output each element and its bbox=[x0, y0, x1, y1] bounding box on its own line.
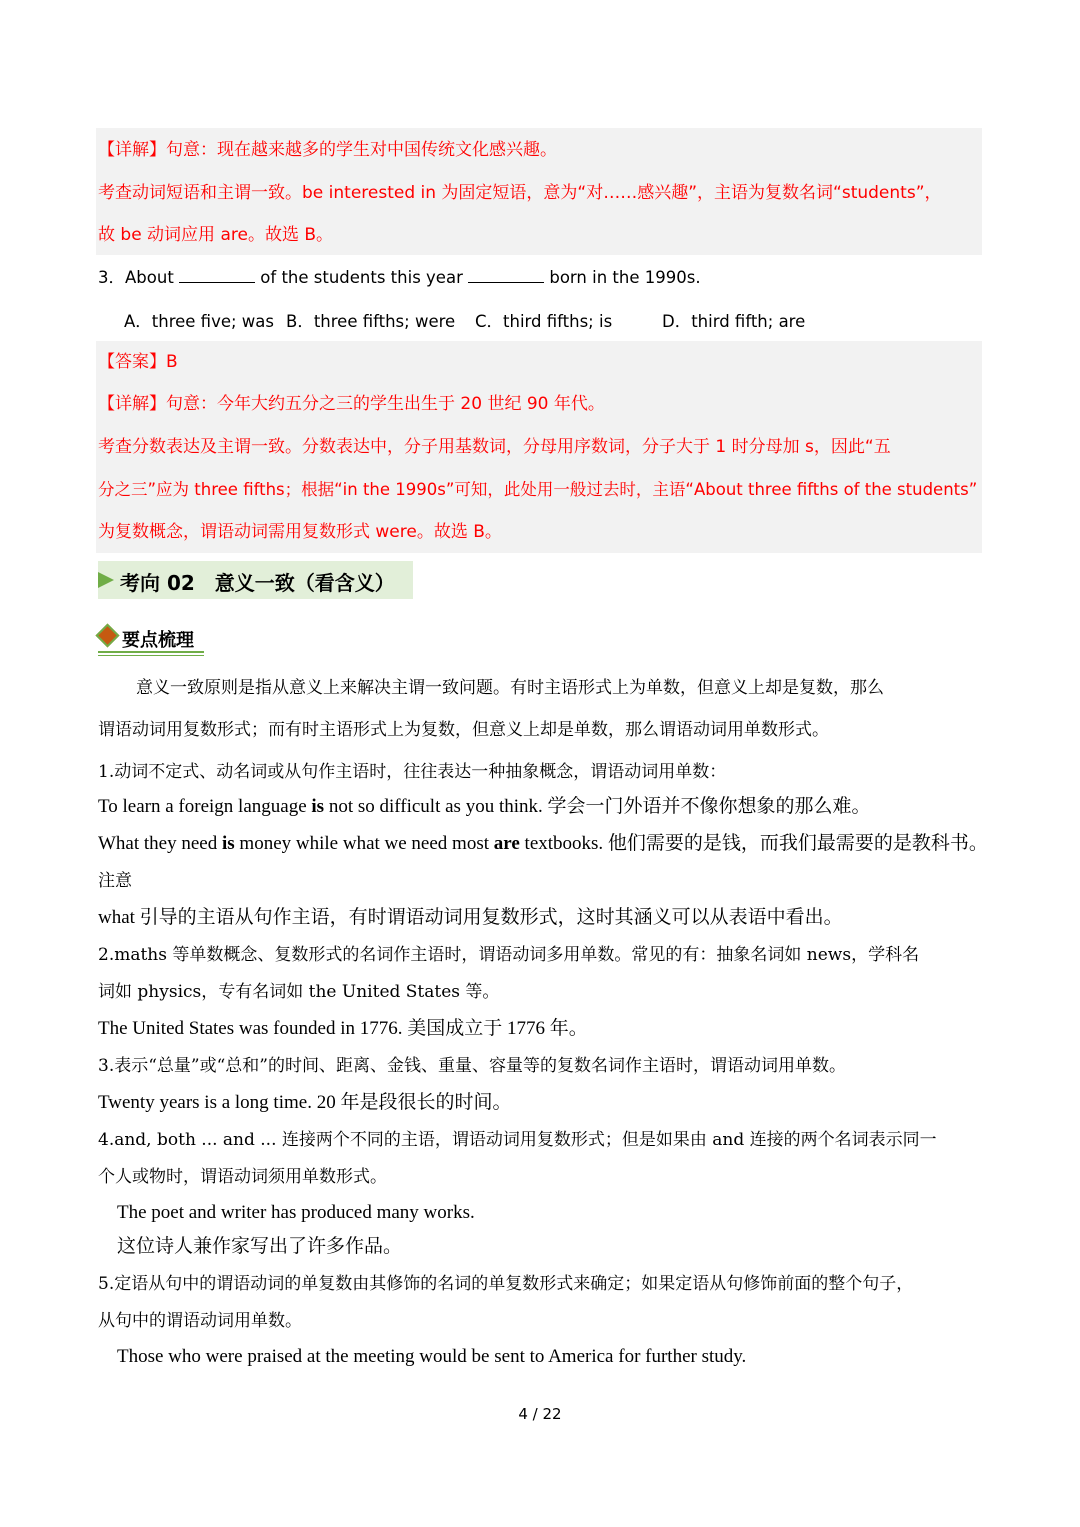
q3-option-c: C．third fifths; is bbox=[475, 312, 613, 331]
q3-option-a: A．three five; was bbox=[124, 312, 274, 331]
q3-explain-line2: 考查分数表达及主谓一致。分数表达中，分子用基数词，分母用序数词，分子大于 1 时分母加 s，因此“五 bbox=[98, 437, 891, 457]
q3-option-b: B．three fifths; were bbox=[286, 312, 456, 331]
intro-line2: 谓语动词用复数形式；而有时主语形式上为复数，但意义上却是单数，那么谓语动词用单数形式。 bbox=[98, 720, 829, 740]
example-2-part-c: money while what we need most bbox=[234, 833, 494, 854]
example-2-part-a: What they need bbox=[98, 833, 222, 854]
q3-number: 3． bbox=[98, 268, 125, 287]
example-5-cn: 这位诗人兼作家写出了许多作品。 bbox=[117, 1236, 403, 1257]
q3-explain-line3: 分之三”应为 three fifths；根据“in the 1990s”可知，此处用一般过去时，主语“About three fifths of the students” bbox=[98, 480, 978, 499]
example-2-verb-2: are bbox=[493, 833, 520, 854]
rule-2-line1: 2.maths 等单数概念、复数形式的名词作主语时，谓语动词多用单数。常见的有：抽象名词如 news，学科名 bbox=[98, 945, 920, 965]
q3-part2: of the students this year bbox=[260, 268, 463, 287]
keypoints-underline bbox=[98, 651, 204, 653]
rule-2-line2: 词如 physics，专有名词如 the United States 等。 bbox=[98, 982, 500, 1002]
example-5-en: The poet and writer has produced many works. bbox=[117, 1202, 475, 1223]
rule-4-line2: 个人或物时，谓语动词须用单数形式。 bbox=[98, 1167, 387, 1187]
rule-5-line2: 从句中的谓语动词用单数。 bbox=[98, 1311, 302, 1331]
section-title: 考向 02 意义一致（看含义） bbox=[120, 571, 395, 595]
example-1 bbox=[98, 795, 871, 819]
rule-4-line1: 4.and, both ... and ... 连接两个不同的主语，谓语动词用复数形式；但是如果由 and 连接的两个名词表示同一 bbox=[98, 1130, 937, 1150]
example-4: Twenty years is a long time. 20 年是段很长的时间。 bbox=[98, 1092, 512, 1113]
example-2-verb-1: is bbox=[221, 833, 235, 854]
rule-3: 3.表示“总量”或“总和”的时间、距离、金钱、重量、容量等的复数名词作主语时，谓语动词用单数。 bbox=[98, 1056, 846, 1076]
example-2-part-e: textbooks. 他们需要的是钱，而我们最需要的是教科书。 bbox=[519, 833, 988, 854]
rule-5-line1: 5.定语从句中的谓语动词的单复数由其修饰的名词的单复数形式来确定；如果定语从句修饰前面的整个句子， bbox=[98, 1274, 914, 1294]
keypoints-label: 要点梳理 bbox=[122, 630, 194, 651]
triangle-bullet-icon bbox=[98, 572, 114, 588]
example-2 bbox=[98, 832, 988, 856]
diamond-icon bbox=[95, 623, 119, 647]
note-text: what 引导的主语从句作主语，有时谓语动词用复数形式，这时其涵义可以从表语中看出。 bbox=[98, 907, 843, 928]
example-6: Those who were praised at the meeting would be sent to America for further study. bbox=[117, 1346, 747, 1367]
note-label: 注意 bbox=[98, 871, 132, 891]
q3-blank-2 bbox=[468, 268, 544, 283]
q3-part3: born in the 1990s. bbox=[549, 268, 701, 287]
example-1-verb: is bbox=[311, 796, 325, 817]
q3-part1: About bbox=[125, 268, 174, 287]
example-1-part-a: To learn a foreign language bbox=[98, 796, 312, 817]
q3-blank-1 bbox=[179, 268, 255, 283]
q3-explain-line1: 【详解】句意：今年大约五分之三的学生出生于 20 世纪 90 年代。 bbox=[98, 394, 605, 414]
q3-option-d: D．third fifth; are bbox=[662, 312, 806, 331]
q2-explain-line1: 【详解】句意：现在越来越多的学生对中国传统文化感兴趣。 bbox=[98, 140, 557, 160]
rule-1: 1.动词不定式、动名词或从句作主语时，往往表达一种抽象概念，谓语动词用单数： bbox=[98, 762, 727, 782]
q2-explain-line3: 故 be 动词应用 are。故选 B。 bbox=[98, 225, 334, 245]
keypoints-underline-thin bbox=[98, 655, 204, 656]
section-heading bbox=[98, 561, 413, 599]
q3-explain-line4: 为复数概念，谓语动词需用复数形式 were。故选 B。 bbox=[98, 522, 502, 542]
intro-line1: 意义一致原则是指从意义上来解决主谓一致问题。有时主语形式上为单数，但意义上却是复数，那么 bbox=[136, 678, 884, 698]
q2-explain-line2: 考查动词短语和主谓一致。be interested in 为固定短语，意为“对……感兴趣”，主语为复数名词“students”， bbox=[98, 183, 942, 203]
keypoints-heading bbox=[98, 624, 206, 656]
q3-answer: 【答案】B bbox=[98, 352, 178, 372]
page-number: 4 / 22 bbox=[518, 1405, 562, 1423]
example-3: The United States was founded in 1776. 美国成立于 1776 年。 bbox=[98, 1018, 588, 1039]
example-1-part-c: not so difficult as you think. 学会一门外语并不像你想象的那么难。 bbox=[324, 796, 871, 817]
q3-stem bbox=[98, 266, 701, 290]
